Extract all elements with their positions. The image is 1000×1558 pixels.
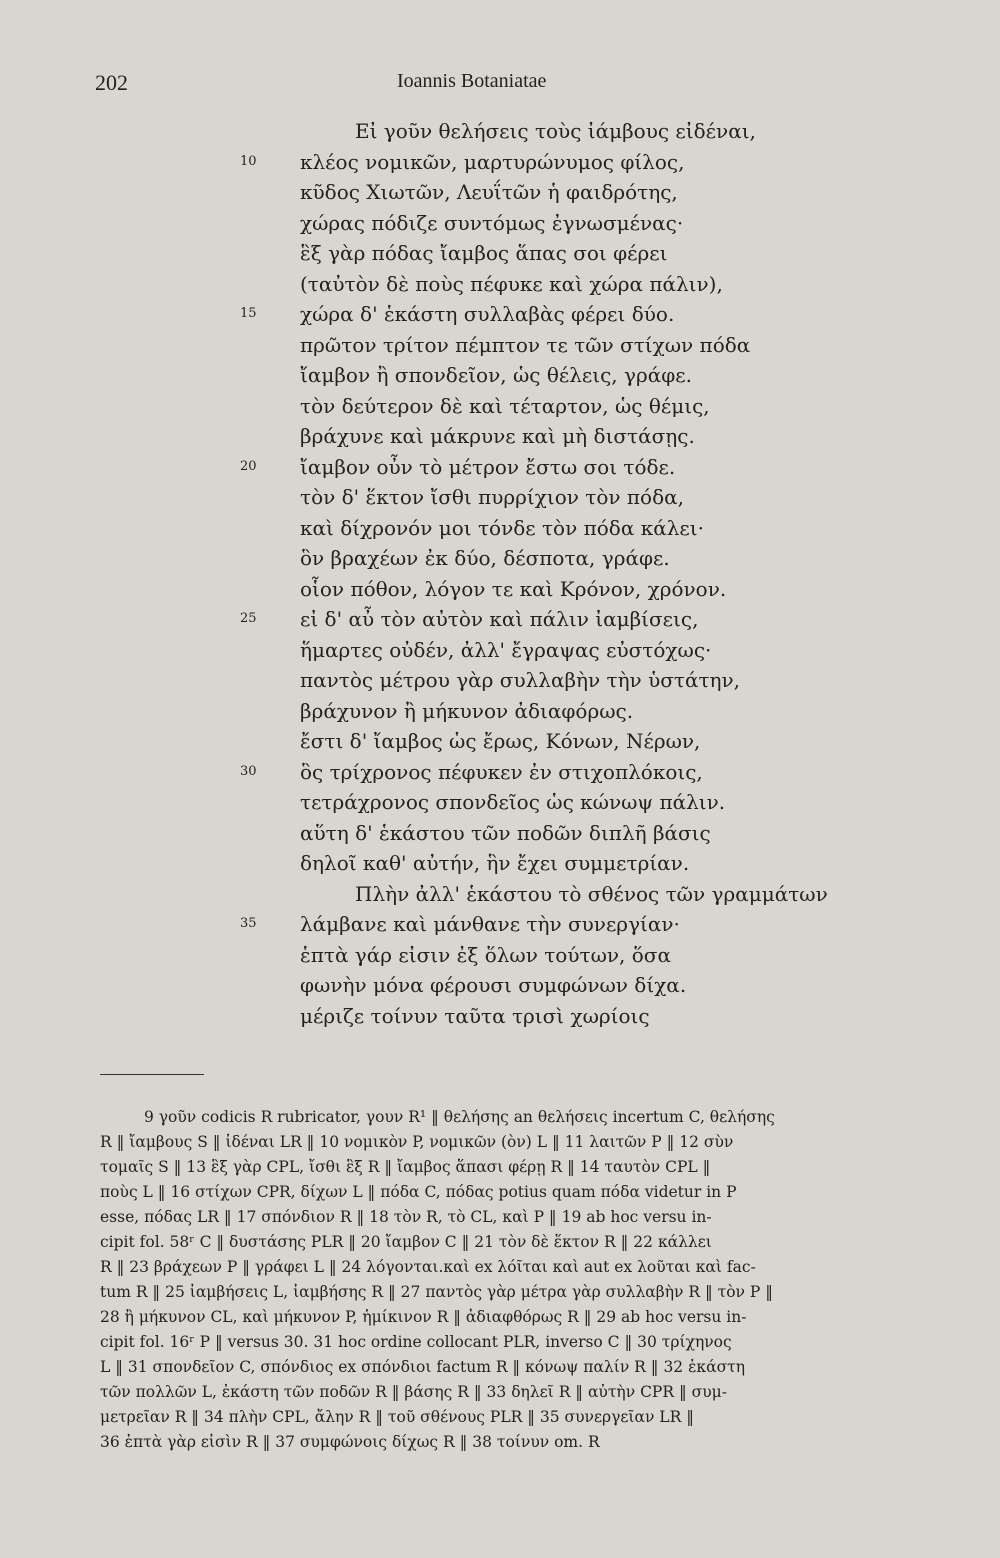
footnote-divider bbox=[100, 1074, 204, 1075]
verse-line bbox=[240, 818, 880, 849]
verse-text: τετράχρονος σπονδεῖος ὡς κώνωψ πάλιν. bbox=[300, 790, 726, 814]
critical-apparatus bbox=[100, 1105, 908, 1455]
verse-line bbox=[240, 543, 880, 574]
apparatus-line: ποὺς L ‖ 16 στίχων CPR, δίχων L ‖ πόδα C, πόδας potius quam πόδα videtur in P bbox=[100, 1183, 737, 1201]
apparatus-line: 9 γοῦν codicis R rubricator, γουν R¹ ‖ θελήσης an θελήσεις incertum C, θελήσης bbox=[144, 1108, 775, 1126]
verse-text: Πλὴν ἀλλ' ἑκάστου τὸ σθένος τῶν γραμμάτων bbox=[355, 881, 828, 906]
verse-text: παντὸς μέτρου γὰρ συλλαβὴν τὴν ὑστάτην, bbox=[300, 668, 741, 692]
verse-text: δηλοῖ καθ' αὐτήν, ἣν ἔχει συμμετρίαν. bbox=[300, 851, 690, 875]
verse-line bbox=[240, 848, 880, 879]
verse-text: ὃς τρίχρονος πέφυκεν ἐν στιχοπλόκοις, bbox=[300, 759, 703, 784]
verse-text: λάμβανε καὶ μάνθανε τὴν συνεργίαν· bbox=[300, 912, 680, 936]
verse-text: χώρας πόδιζε συντόμως ἐγνωσμένας· bbox=[300, 210, 684, 235]
verse-text: αὕτη δ' ἑκάστου τῶν ποδῶν διπλῆ βάσις bbox=[300, 820, 711, 845]
verse-text: οἷον πόθον, λόγον τε καὶ Κρόνον, χρόνον. bbox=[300, 576, 727, 601]
verse-line bbox=[240, 909, 880, 940]
verse-text: κῦδος Χιωτῶν, Λευΐτῶν ἡ φαιδρότης, bbox=[300, 180, 678, 204]
verse-line bbox=[240, 940, 880, 971]
verse-text: εἰ δ' αὖ τὸν αὐτὸν καὶ πάλιν ἰαμβίσεις, bbox=[300, 607, 699, 631]
verse-line bbox=[240, 574, 880, 605]
line-number: 10 bbox=[240, 153, 257, 169]
apparatus-line: 36 ἑπτὰ γὰρ εἰσὶν R ‖ 37 συμφώνοις δίχως R ‖ 38 τοίνυν om. R bbox=[100, 1433, 600, 1451]
verse-line bbox=[240, 330, 880, 361]
verse-line bbox=[240, 177, 880, 208]
verse-text: πρῶτον τρίτον πέμπτον τε τῶν στίχων πόδα bbox=[300, 332, 751, 357]
line-number: 35 bbox=[240, 916, 257, 931]
line-number: 25 bbox=[240, 611, 257, 626]
verse-text: ὃν βραχέων ἐκ δύο, δέσποτα, γράφε. bbox=[300, 546, 670, 570]
verse-line bbox=[240, 360, 880, 391]
verse-line bbox=[240, 665, 880, 696]
line-number: 20 bbox=[240, 458, 257, 474]
apparatus-line: esse, πόδας LR ‖ 17 σπόνδιον R ‖ 18 τὸν R, τὸ CL, καὶ P ‖ 19 ab hoc versu in- bbox=[100, 1208, 712, 1226]
verse-line bbox=[240, 879, 880, 910]
verse-text: ἥμαρτες οὐδέν, ἀλλ' ἔγραψας εὐστόχως· bbox=[300, 637, 712, 662]
verse-text: βράχυνε καὶ μάκρυνε καὶ μὴ διστάσῃς. bbox=[300, 424, 695, 448]
verse-line bbox=[240, 452, 880, 483]
verse-line bbox=[240, 787, 880, 818]
verse-line bbox=[240, 696, 880, 727]
verse-line bbox=[240, 391, 880, 422]
verse-line bbox=[240, 208, 880, 239]
verse-line bbox=[240, 635, 880, 666]
verse-line bbox=[240, 757, 880, 788]
line-number: 15 bbox=[240, 306, 257, 321]
poem-text bbox=[240, 116, 880, 1031]
verse-text: βράχυνον ἢ μήκυνον ἀδιαφόρως. bbox=[300, 698, 634, 723]
apparatus-line: μετρεῖαν R ‖ 34 πλὴν CPL, ἄλην R ‖ τοῦ σθένους PLR ‖ 35 συνεργεῖαν LR ‖ bbox=[100, 1408, 694, 1426]
verse-text: καὶ δίχρονόν μοι τόνδε τὸν πόδα κάλει· bbox=[300, 515, 704, 540]
apparatus-line: R ‖ ἴαμβους S ‖ ἰδέναι LR ‖ 10 νομικὸν P, νομικῶν (ὸν) L ‖ 11 λαιτῶν P ‖ 12 σὺν bbox=[100, 1133, 734, 1151]
verse-line bbox=[240, 116, 880, 147]
verse-line bbox=[240, 970, 880, 1001]
apparatus-line: R ‖ 23 βράχεων P ‖ γράφει L ‖ 24 λόγονται.καὶ ex λόῖται καὶ aut ex λοῦται καὶ fac- bbox=[100, 1258, 756, 1276]
verse-text: τὸν δεύτερον δὲ καὶ τέταρτον, ὡς θέμις, bbox=[300, 393, 710, 418]
verse-text: ἴαμβον οὖν τὸ μέτρον ἔστω σοι τόδε. bbox=[300, 454, 676, 479]
verse-text: χώρα δ' ἑκάστη συλλαβὰς φέρει δύο. bbox=[300, 302, 675, 326]
verse-line bbox=[240, 482, 880, 513]
apparatus-line: L ‖ 31 σπονδεῖον C, σπόνδιος ex σπόνδιοι factum R ‖ κόνωψ παλίν R ‖ 32 ἑκάστη bbox=[100, 1358, 746, 1376]
verse-text: (ταὐτὸν δὲ ποὺς πέφυκε καὶ χώρα πάλιν), bbox=[300, 271, 723, 296]
apparatus-line: τομαῖς S ‖ 13 ἓξ γὰρ CPL, ἴσθι ἓξ R ‖ ἴαμβος ἅπασι φέρῃ R ‖ 14 ταυτὸν CPL ‖ bbox=[100, 1158, 711, 1176]
running-title: Ioannis Botaniatae bbox=[397, 70, 547, 92]
page-header bbox=[95, 70, 940, 106]
verse-line bbox=[240, 269, 880, 300]
verse-line bbox=[240, 726, 880, 757]
apparatus-line: cipit fol. 16ʳ P ‖ versus 30. 31 hoc ordine collocant PLR, inverso C ‖ 30 τρίχηνος bbox=[100, 1333, 732, 1351]
apparatus-line: 28 ἢ μήκυνον CL, καὶ μήκυνον P, ἡμίκινον R ‖ ἀδιαφθόρως R ‖ 29 ab hoc versu in- bbox=[100, 1308, 747, 1326]
verse-text: Εἰ γοῦν θελήσεις τοὺς ἰάμβους εἰδέναι, bbox=[355, 119, 756, 143]
verse-text: ἓξ γὰρ πόδας ἴαμβος ἅπας σοι φέρει bbox=[300, 241, 668, 265]
apparatus-line: τῶν πολλῶν L, ἑκάστη τῶν ποδῶν R ‖ βάσης R ‖ 33 δηλεῖ R ‖ αὐτὴν CPR ‖ συμ- bbox=[100, 1383, 727, 1401]
verse-text: τὸν δ' ἕκτον ἴσθι πυρρίχιον τὸν πόδα, bbox=[300, 485, 684, 509]
verse-line bbox=[240, 421, 880, 452]
verse-line bbox=[240, 147, 880, 178]
verse-line bbox=[240, 299, 880, 330]
verse-text: μέριζε τοίνυν ταῦτα τρισὶ χωρίοις bbox=[300, 1003, 650, 1028]
verse-text: ἴαμβον ἢ σπονδεῖον, ὡς θέλεις, γράφε. bbox=[300, 363, 692, 387]
apparatus-line: cipit fol. 58ʳ C ‖ δυστάσης PLR ‖ 20 ἴαμβον C ‖ 21 τὸν δὲ ἕκτον R ‖ 22 κάλλει bbox=[100, 1233, 712, 1251]
verse-text: κλέος νομικῶν, μαρτυρώνυμος φίλος, bbox=[300, 149, 685, 174]
apparatus-line: tum R ‖ 25 ἰαμβήσεις L, ἰαμβήσης R ‖ 27 παντὸς γὰρ μέτρα γὰρ συλλαβὴν R ‖ τὸν P ‖ bbox=[100, 1283, 774, 1301]
verse-line bbox=[240, 1001, 880, 1032]
verse-line bbox=[240, 513, 880, 544]
page-number: 202 bbox=[95, 70, 128, 95]
verse-line bbox=[240, 238, 880, 269]
verse-text: ἑπτὰ γάρ εἰσιν ἐξ ὅλων τούτων, ὅσα bbox=[300, 942, 671, 967]
verse-line bbox=[240, 604, 880, 635]
line-number: 30 bbox=[240, 763, 257, 779]
verse-text: ἔστι δ' ἴαμβος ὡς ἔρως, Κόνων, Νέρων, bbox=[300, 729, 701, 753]
verse-text: φωνὴν μόνα φέρουσι συμφώνων δίχα. bbox=[300, 973, 687, 997]
